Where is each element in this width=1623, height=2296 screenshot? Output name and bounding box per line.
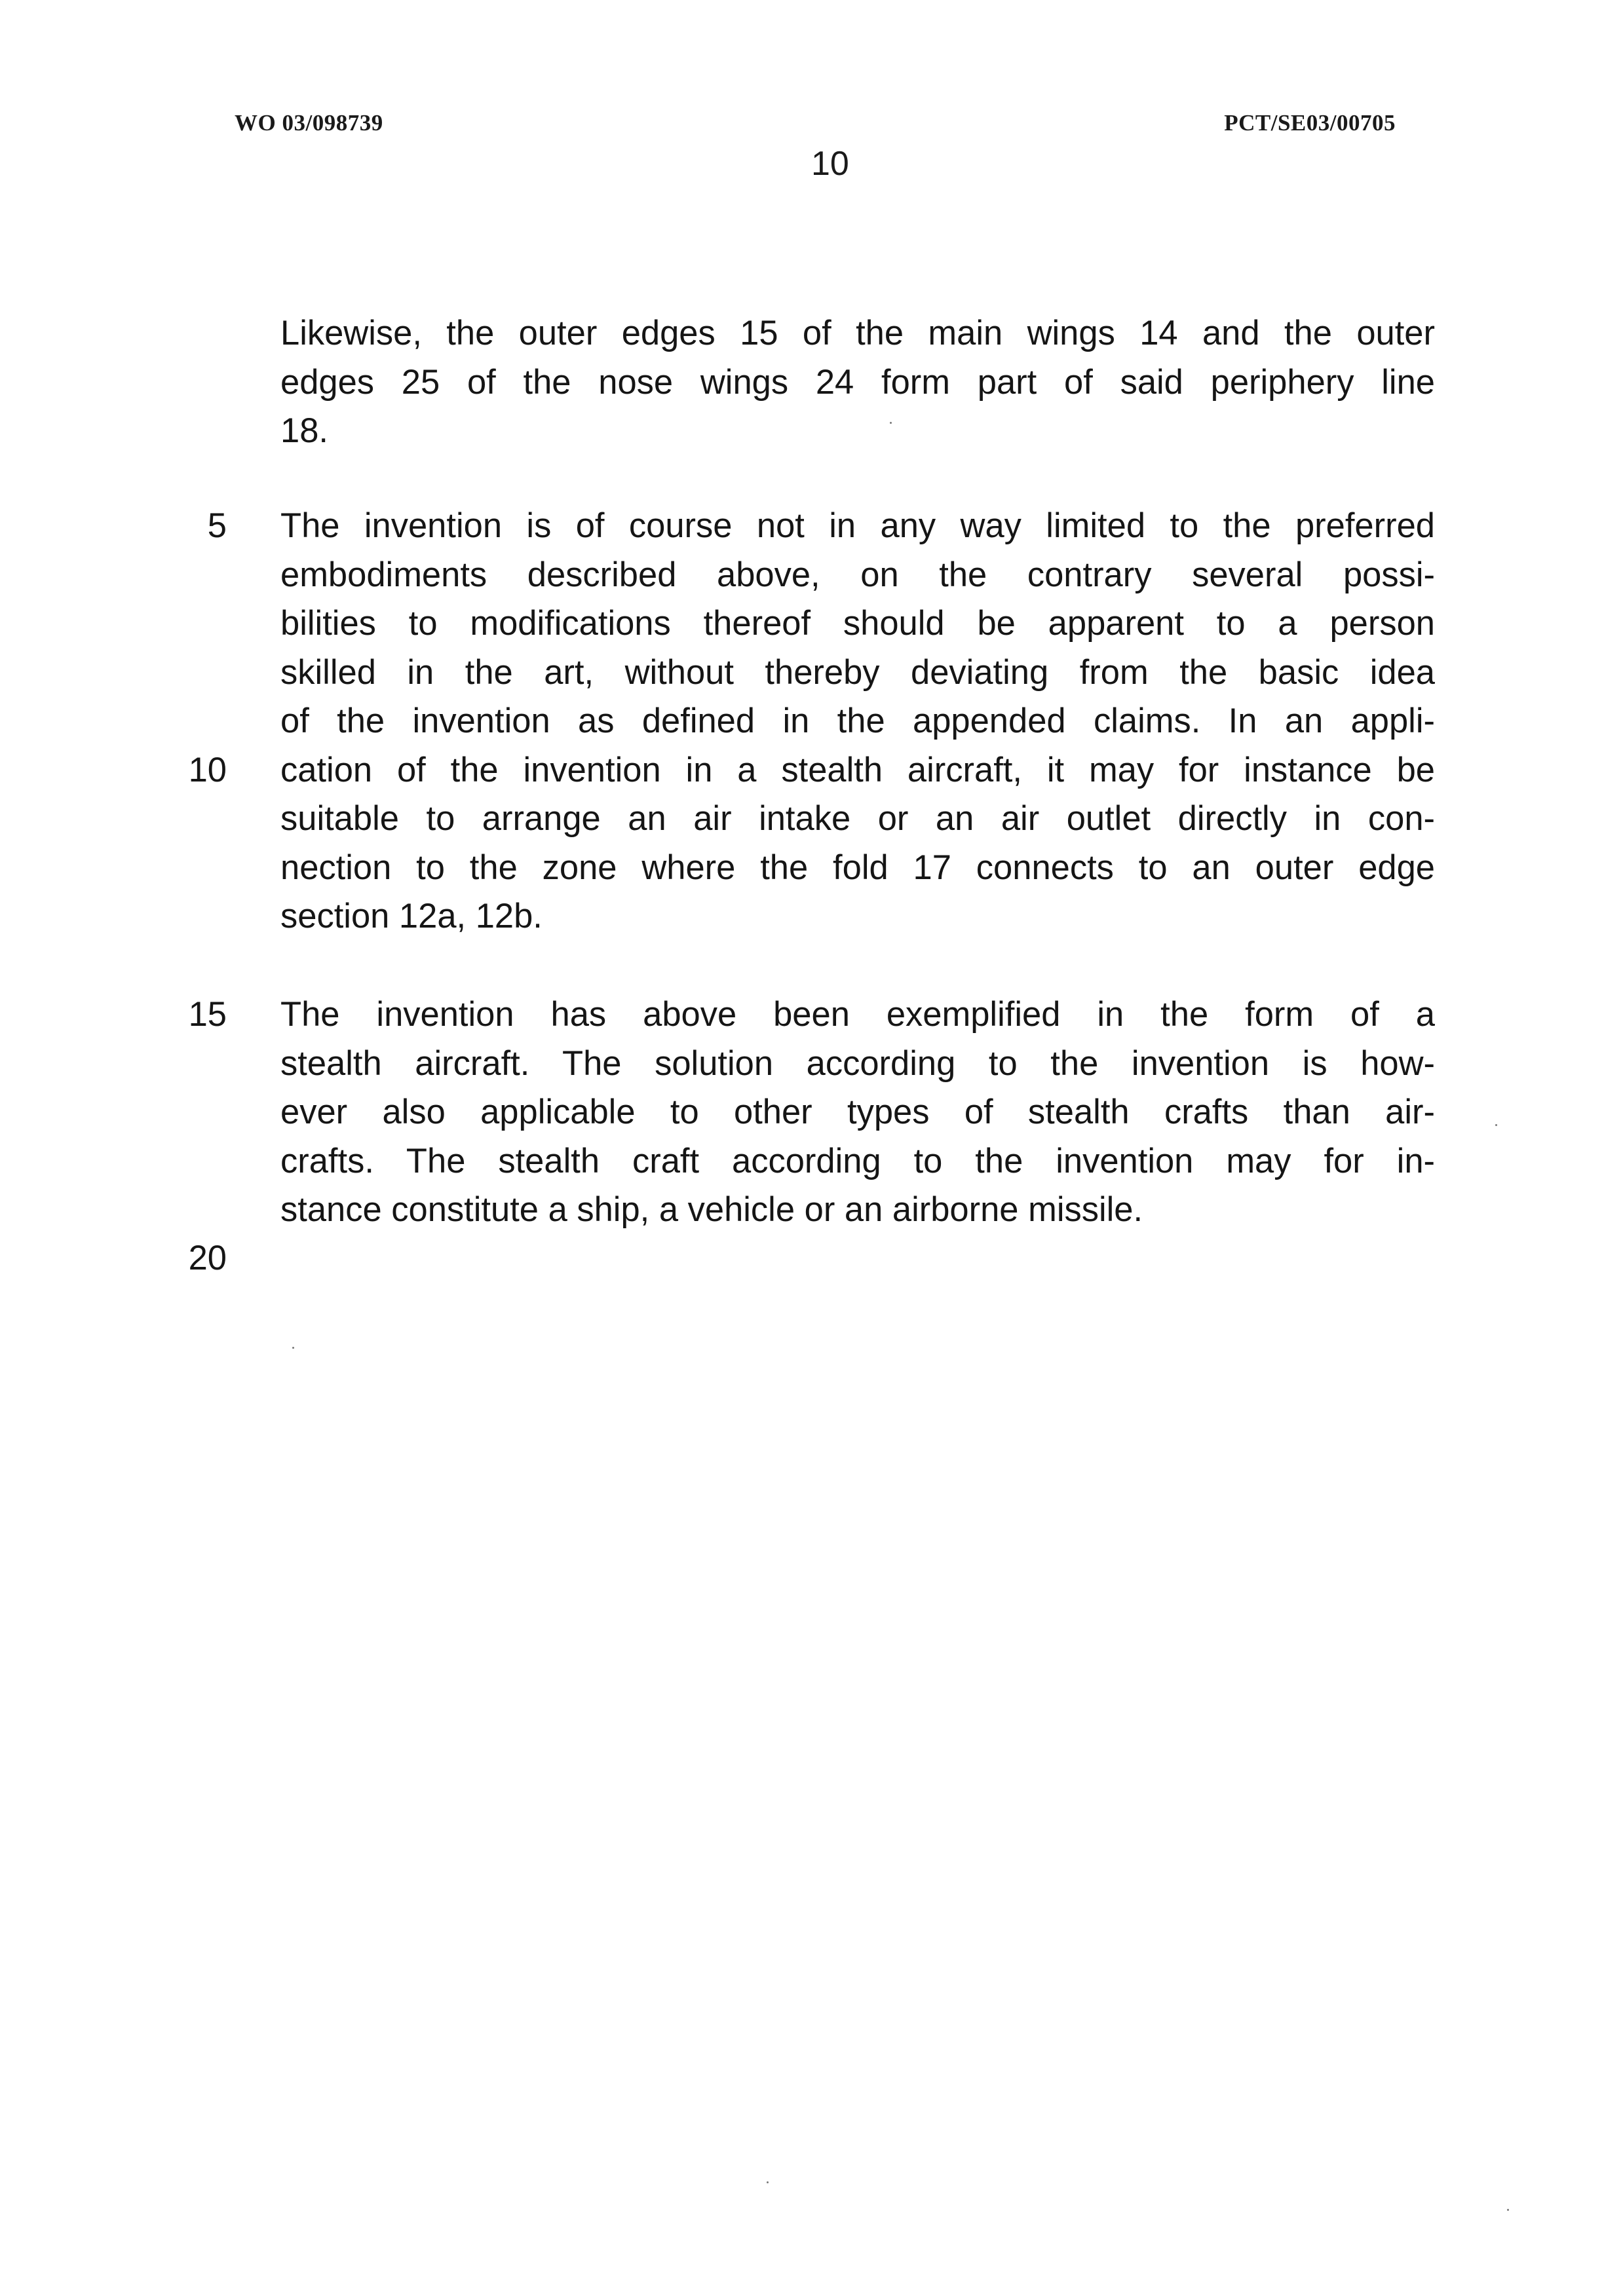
text-line: ever also applicable to other types of stealth crafts than air- [280, 1093, 1435, 1131]
line-number-5: 5 [207, 506, 227, 545]
text-line: crafts. The stealth craft according to the invention may for in- [280, 1141, 1435, 1180]
publication-number: WO 03/098739 [235, 110, 383, 136]
text-line: of the invention as defined in the appended claims. In an appli- [280, 702, 1435, 740]
application-number: PCT/SE03/00705 [1224, 110, 1396, 136]
text-line: suitable to arrange an air intake or an air outlet directly in con- [280, 799, 1435, 838]
paragraph-3 [280, 990, 1435, 1235]
scan-speck [292, 1347, 294, 1349]
text-line: bilities to modifications thereof should be apparent to a person [280, 604, 1435, 643]
text-line: skilled in the art, without thereby deviating from the basic idea [280, 652, 1435, 692]
paragraph-1 [280, 309, 1435, 456]
text-line: The invention is of course not in any way limited to the preferred [280, 506, 1435, 545]
text-line: edges 25 of the nose wings 24 form part of said periphery line [280, 362, 1435, 402]
line-number-20: 20 [188, 1239, 227, 1277]
paragraph-2 [280, 502, 1435, 941]
text-line: 18. [280, 411, 328, 450]
text-line: embodiments described above, on the contrary several possi- [280, 555, 1435, 594]
scan-speck [890, 422, 892, 424]
text-line: cation of the invention in a stealth aircraft, it may for instance be [280, 750, 1435, 789]
page-number: 10 [811, 145, 849, 183]
line-number-15: 15 [188, 995, 227, 1034]
text-line: stance constitute a ship, a vehicle or an airborne missile. [280, 1190, 1143, 1229]
text-line: The invention has above been exemplified in the form of a [280, 995, 1435, 1034]
text-line: stealth aircraft. The solution according to the invention is how- [280, 1044, 1435, 1083]
scan-speck [1507, 2209, 1509, 2211]
text-line: Likewise, the outer edges 15 of the main wings 14 and the outer [280, 314, 1435, 352]
scan-speck [1495, 1124, 1497, 1126]
text-line: section 12a, 12b. [280, 897, 543, 935]
line-number-10: 10 [188, 751, 227, 789]
scan-speck [767, 2181, 769, 2183]
text-line: nection to the zone where the fold 17 connects to an outer edge [280, 848, 1435, 887]
